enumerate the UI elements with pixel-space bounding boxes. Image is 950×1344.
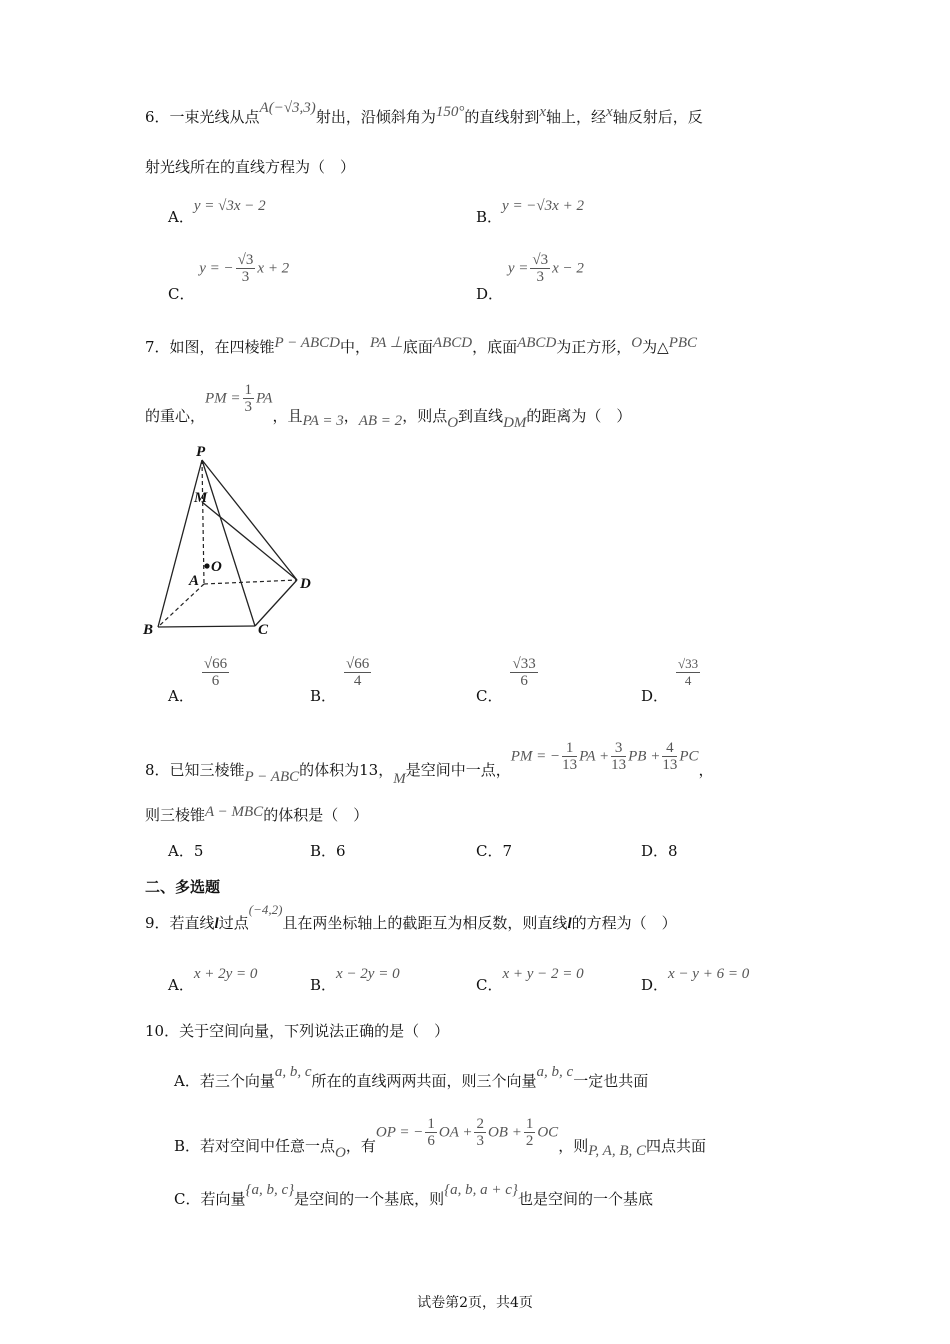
q6-option-b: B．y = −√3x + 2 (476, 198, 584, 226)
q10-option-b: B．若对空间中任意一点O，有OP = − $\frac{1}{6}$ OA + $\frac{2}{3}$ OB + $\frac{1}{2}$ OC，则P, A, B, C四点共面 (174, 1116, 707, 1161)
q6-line1: 6．一束光线从点A(−√3,3)射出，沿倾斜角为150°的直线射到x轴上，经x轴反射后，反 (145, 100, 703, 126)
q9-option-c: C．x + y − 2 = 0 (476, 966, 584, 994)
q10-option-c: C．若向量{a, b, c}是空间的一个基底，则{a, b, a + c}也是空间的一个基底 (174, 1182, 653, 1208)
point-o (204, 563, 209, 568)
label-a: A (189, 573, 200, 589)
q8-option-d: D．8 (641, 842, 678, 860)
q7-line1: 7．如图，在四棱锥P − ABCD中，PA ⊥底面ABCD，底面ABCD为正方形，O为△PBC (145, 335, 698, 356)
q7-option-b: B． $\frac{√66}{4}$ (310, 656, 370, 705)
q7-pyramid-figure (140, 440, 330, 640)
q6-line2: 射光线所在的直线方程为（ ） (145, 158, 356, 176)
q6-angle: 150° (435, 104, 465, 120)
q6-option-a: A．y = √3x − 2 (168, 198, 266, 226)
q9-option-b: B．x − 2y = 0 (310, 966, 400, 994)
label-p: P (196, 444, 206, 460)
q6-point: A(−√3,3) (259, 100, 316, 116)
page-footer: 试卷第2页，共4页 (417, 1295, 533, 1311)
q8-option-b: B．6 (310, 842, 346, 860)
q7-line2: 的重心，PM = $\frac{1}{3}$ PA，且PA = 3，AB = 2，则点O到直线DM的距离为（ ） (145, 382, 632, 431)
q6-option-d: D． y = $\frac{√3}{3}$ x − 2 (476, 252, 584, 303)
q10-option-a: A．若三个向量a, b, c所在的直线两两共面，则三个向量a, b, c一定也共面 (174, 1064, 649, 1090)
label-o: O (211, 559, 222, 575)
q8-line1: 8．已知三棱锥P − ABC的体积为13，M是空间中一点，PM = − $\frac{1}{13}$ PA + $\frac{3}{13}$ PB + $\frac{4}{13}$ PC， (145, 740, 714, 787)
q9-option-d: D．x − y + 6 = 0 (641, 966, 750, 994)
q10-stem: 10．关于空间向量，下列说法正确的是（ ） (145, 1022, 450, 1040)
q9-option-a: A．x + 2y = 0 (168, 966, 258, 994)
label-c: C (258, 622, 269, 638)
label-b: B (143, 622, 154, 638)
q9-line1: 9．若直线l过点(−4,2)且在两坐标轴上的截距互为相反数，则直线l的方程为（ ） (145, 902, 677, 932)
q7-option-d: D． $\frac{√33}{4}$ (641, 656, 699, 705)
q8-option-c: C．7 (476, 842, 513, 860)
label-d: D (300, 576, 311, 592)
q7-option-c: C． $\frac{√33}{6}$ (476, 656, 536, 705)
q6-option-c: C． y = − $\frac{√3}{3}$ x + 2 (168, 252, 290, 303)
q8-line2: 则三棱锥A − MBC的体积是（ ） (145, 804, 369, 824)
q7-option-a: A． $\frac{√66}{6}$ (168, 656, 228, 705)
q8-option-a: A．5 (168, 842, 204, 860)
label-m: M (194, 490, 208, 506)
section-heading: 二、多选题 (145, 878, 221, 896)
